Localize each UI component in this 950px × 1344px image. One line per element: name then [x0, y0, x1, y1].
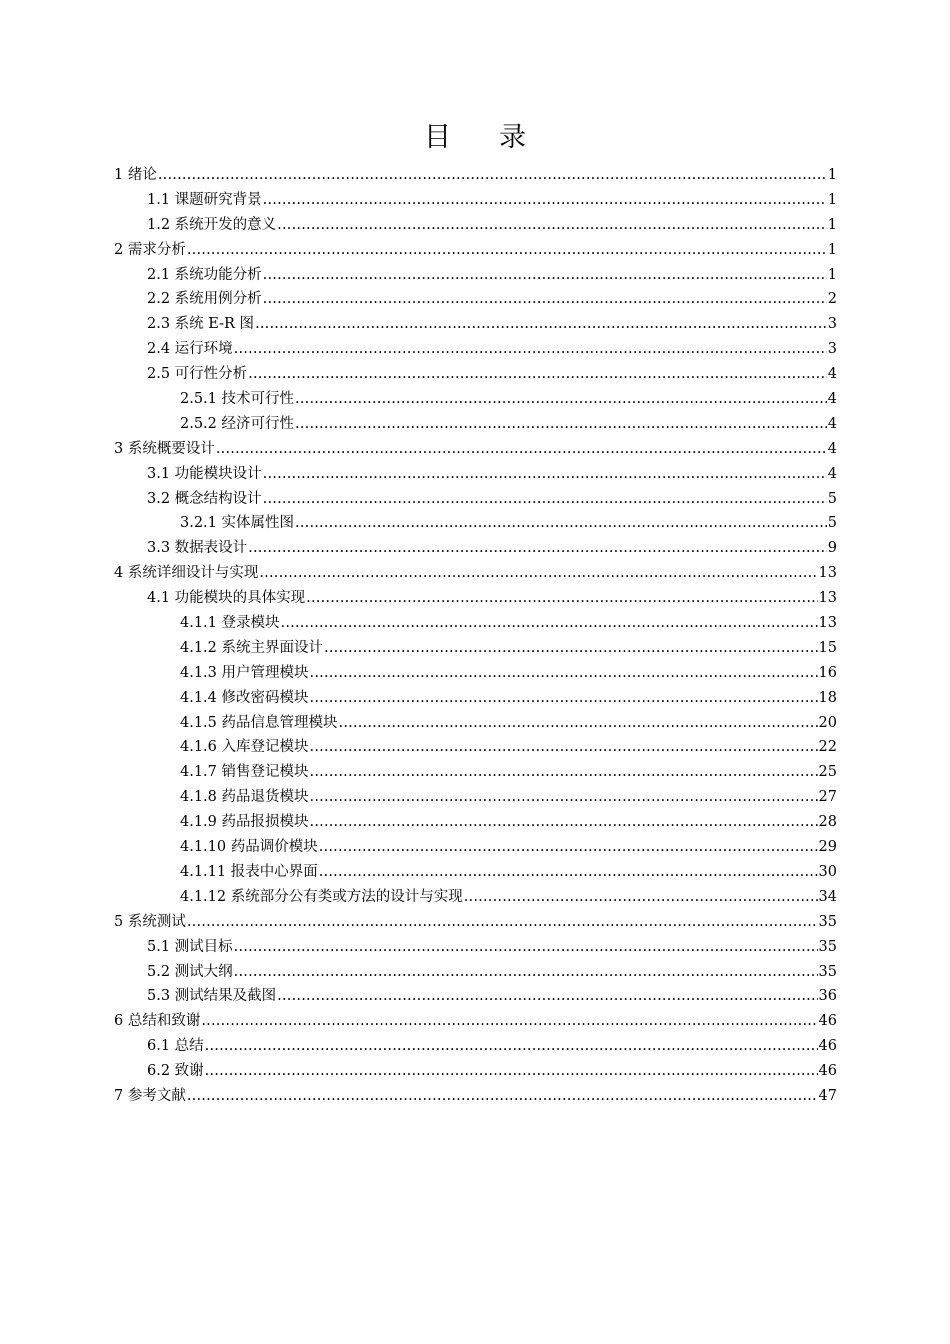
toc-dot-leader — [201, 1009, 817, 1034]
toc-entry[interactable] — [114, 935, 837, 960]
toc-entry-page: 35 — [818, 938, 837, 955]
toc-entry-page: 15 — [818, 639, 837, 656]
toc-entry-page: 13 — [818, 565, 837, 582]
toc-entry-label: 2 需求分析 — [114, 241, 186, 258]
toc-entry-label: 5 系统测试 — [114, 913, 186, 930]
toc-entry-label: 1 绪论 — [114, 167, 157, 183]
toc-entry-label: 4.1.9 药品报损模块 — [180, 814, 309, 831]
toc-dot-leader — [310, 785, 818, 810]
toc-entry-page: 3 — [827, 341, 837, 358]
toc-entry-label: 4.1.11 报表中心界面 — [180, 863, 318, 880]
toc-entry-label: 2.2 系统用例分析 — [147, 291, 262, 308]
toc-entry[interactable] — [114, 785, 837, 810]
table-of-contents — [114, 163, 837, 1109]
toc-dot-leader — [310, 810, 818, 835]
toc-entry[interactable] — [114, 760, 837, 785]
toc-entry-label: 5.3 测试结果及截图 — [147, 988, 277, 1005]
toc-entry[interactable] — [114, 337, 837, 362]
toc-entry[interactable] — [114, 487, 837, 512]
toc-entry-page: 13 — [818, 590, 837, 607]
toc-entry-page: 28 — [818, 814, 837, 831]
toc-entry-page: 1 — [827, 191, 837, 208]
toc-entry[interactable] — [114, 810, 837, 835]
toc-dot-leader — [324, 636, 818, 661]
toc-entry[interactable] — [114, 661, 837, 686]
toc-entry-label: 4.1.7 销售登记模块 — [180, 764, 309, 781]
toc-entry-page: 3 — [827, 316, 837, 333]
toc-entry[interactable] — [114, 1059, 837, 1084]
toc-entry-label: 4.1 功能模块的具体实现 — [147, 590, 306, 607]
toc-dot-leader — [295, 412, 827, 437]
toc-entry[interactable] — [114, 312, 837, 337]
toc-dot-leader — [310, 661, 818, 686]
toc-entry[interactable] — [114, 462, 837, 487]
toc-dot-leader — [263, 188, 827, 213]
toc-entry[interactable] — [114, 536, 837, 561]
toc-entry-label: 3.2.1 实体属性图 — [180, 515, 295, 532]
toc-entry-page: 4 — [827, 415, 837, 432]
toc-entry-label: 6.2 致谢 — [147, 1063, 204, 1080]
toc-dot-leader — [187, 238, 827, 263]
toc-entry[interactable] — [114, 287, 837, 312]
toc-dot-leader — [306, 586, 817, 611]
toc-entry-page: 46 — [818, 1063, 837, 1080]
toc-entry-label: 4.1.2 系统主界面设计 — [180, 639, 324, 656]
toc-dot-leader — [205, 1034, 818, 1059]
toc-entry-page: 22 — [818, 739, 837, 756]
toc-entry[interactable] — [114, 636, 837, 661]
toc-entry[interactable] — [114, 387, 837, 412]
toc-entry-label: 4.1.5 药品信息管理模块 — [180, 714, 338, 731]
toc-entry-page: 5 — [827, 515, 837, 532]
toc-entry[interactable] — [114, 412, 837, 437]
toc-entry-label: 2.3 系统 E-R 图 — [147, 316, 255, 333]
toc-dot-leader — [234, 935, 818, 960]
toc-dot-leader — [205, 1059, 818, 1084]
toc-entry[interactable] — [114, 437, 837, 462]
toc-entry-page: 29 — [818, 839, 837, 856]
toc-entry-label: 1.2 系统开发的意义 — [147, 216, 277, 233]
toc-entry-label: 3.2 概念结构设计 — [147, 490, 262, 507]
toc-dot-leader — [263, 287, 827, 312]
toc-entry-page: 47 — [818, 1087, 837, 1104]
toc-dot-leader — [277, 213, 827, 238]
toc-dot-leader — [187, 1084, 818, 1109]
toc-dot-leader — [295, 387, 827, 412]
toc-dot-leader — [263, 487, 827, 512]
toc-entry[interactable] — [114, 1084, 837, 1109]
toc-entry-page: 1 — [827, 167, 837, 183]
toc-entry-page: 13 — [818, 615, 837, 632]
toc-entry-page: 4 — [827, 440, 837, 457]
toc-dot-leader — [259, 561, 817, 586]
toc-entry[interactable] — [114, 984, 837, 1009]
toc-dot-leader — [310, 760, 818, 785]
toc-entry-label: 6 总结和致谢 — [114, 1013, 201, 1030]
toc-entry-page: 46 — [818, 1038, 837, 1055]
toc-entry[interactable] — [114, 835, 837, 860]
toc-entry-label: 3.3 数据表设计 — [147, 540, 248, 557]
toc-dot-leader — [310, 686, 818, 711]
toc-entry-page: 9 — [827, 540, 837, 557]
toc-entry-label: 2.5.1 技术可行性 — [180, 391, 295, 408]
toc-entry[interactable] — [114, 238, 837, 263]
toc-entry-page: 16 — [818, 664, 837, 681]
toc-entry[interactable] — [114, 586, 837, 611]
toc-entry-label: 4.1.8 药品退货模块 — [180, 789, 309, 806]
toc-entry[interactable] — [114, 860, 837, 885]
toc-dot-leader — [319, 835, 818, 860]
toc-dot-leader — [158, 163, 827, 188]
toc-dot-leader — [248, 536, 827, 561]
toc-entry-label: 2.4 运行环境 — [147, 341, 233, 358]
toc-dot-leader — [319, 860, 818, 885]
toc-entry[interactable] — [114, 711, 837, 736]
toc-dot-leader — [281, 611, 818, 636]
toc-entry-label: 2.5.2 经济可行性 — [180, 415, 295, 432]
toc-entry-page: 27 — [818, 789, 837, 806]
toc-dot-leader — [263, 462, 827, 487]
toc-entry-page: 46 — [818, 1013, 837, 1030]
toc-dot-leader — [310, 735, 818, 760]
toc-entry-page: 35 — [818, 913, 837, 930]
toc-entry-page: 4 — [827, 366, 837, 383]
toc-entry[interactable] — [114, 1034, 837, 1059]
toc-entry-label: 3 系统概要设计 — [114, 440, 215, 457]
toc-entry-label: 6.1 总结 — [147, 1038, 204, 1055]
toc-entry-page: 1 — [827, 241, 837, 258]
toc-entry-page: 4 — [827, 391, 837, 408]
toc-dot-leader — [234, 960, 818, 985]
toc-entry[interactable] — [114, 735, 837, 760]
toc-entry-page: 25 — [818, 764, 837, 781]
toc-entry[interactable] — [114, 1009, 837, 1034]
toc-entry-page: 5 — [827, 490, 837, 507]
toc-entry-label: 5.1 测试目标 — [147, 938, 233, 955]
toc-entry[interactable] — [114, 561, 837, 586]
toc-entry-label: 4 系统详细设计与实现 — [114, 565, 259, 582]
toc-dot-leader — [295, 511, 827, 536]
toc-entry-label: 5.2 测试大纲 — [147, 963, 233, 980]
toc-entry[interactable] — [114, 213, 837, 238]
toc-entry-label: 2.1 系统功能分析 — [147, 266, 262, 283]
toc-entry-label: 4.1.10 药品调价模块 — [180, 839, 318, 856]
toc-entry[interactable] — [114, 910, 837, 935]
toc-dot-leader — [277, 984, 817, 1009]
toc-entry-label: 4.1.6 入库登记模块 — [180, 739, 309, 756]
toc-entry[interactable] — [114, 611, 837, 636]
toc-entry[interactable] — [114, 960, 837, 985]
toc-dot-leader — [263, 263, 827, 288]
toc-entry[interactable] — [114, 163, 837, 188]
toc-dot-leader — [234, 337, 827, 362]
toc-entry-page: 2 — [827, 291, 837, 308]
toc-entry-label: 4.1.4 修改密码模块 — [180, 689, 309, 706]
toc-entry[interactable] — [114, 686, 837, 711]
toc-dot-leader — [464, 885, 818, 910]
toc-entry-page: 1 — [827, 266, 837, 283]
toc-dot-leader — [339, 711, 818, 736]
toc-entry[interactable] — [114, 511, 837, 536]
toc-dot-leader — [187, 910, 818, 935]
toc-entry-label: 1.1 课题研究背景 — [147, 191, 262, 208]
toc-entry[interactable] — [114, 188, 837, 213]
toc-dot-leader — [216, 437, 827, 462]
toc-entry-label: 3.1 功能模块设计 — [147, 465, 262, 482]
toc-entry-label: 4.1.3 用户管理模块 — [180, 664, 309, 681]
toc-entry-label: 4.1.12 系统部分公有类或方法的设计与实现 — [180, 888, 463, 905]
toc-entry-page: 18 — [818, 689, 837, 706]
toc-entry[interactable] — [114, 362, 837, 387]
toc-entry-page: 4 — [827, 465, 837, 482]
toc-title: 目录 — [424, 122, 574, 153]
toc-entry-page: 30 — [818, 863, 837, 880]
toc-entry-page: 20 — [818, 714, 837, 731]
toc-entry-page: 1 — [827, 216, 837, 233]
toc-entry-label: 7 参考文献 — [114, 1087, 186, 1104]
toc-entry-page: 34 — [818, 888, 837, 905]
toc-entry-label: 2.5 可行性分析 — [147, 366, 248, 383]
toc-entry-label: 4.1.1 登录模块 — [180, 615, 280, 632]
toc-dot-leader — [248, 362, 827, 387]
toc-entry[interactable] — [114, 885, 837, 910]
toc-entry[interactable] — [114, 263, 837, 288]
toc-entry-page: 36 — [818, 988, 837, 1005]
toc-entry-page: 35 — [818, 963, 837, 980]
toc-dot-leader — [255, 312, 827, 337]
